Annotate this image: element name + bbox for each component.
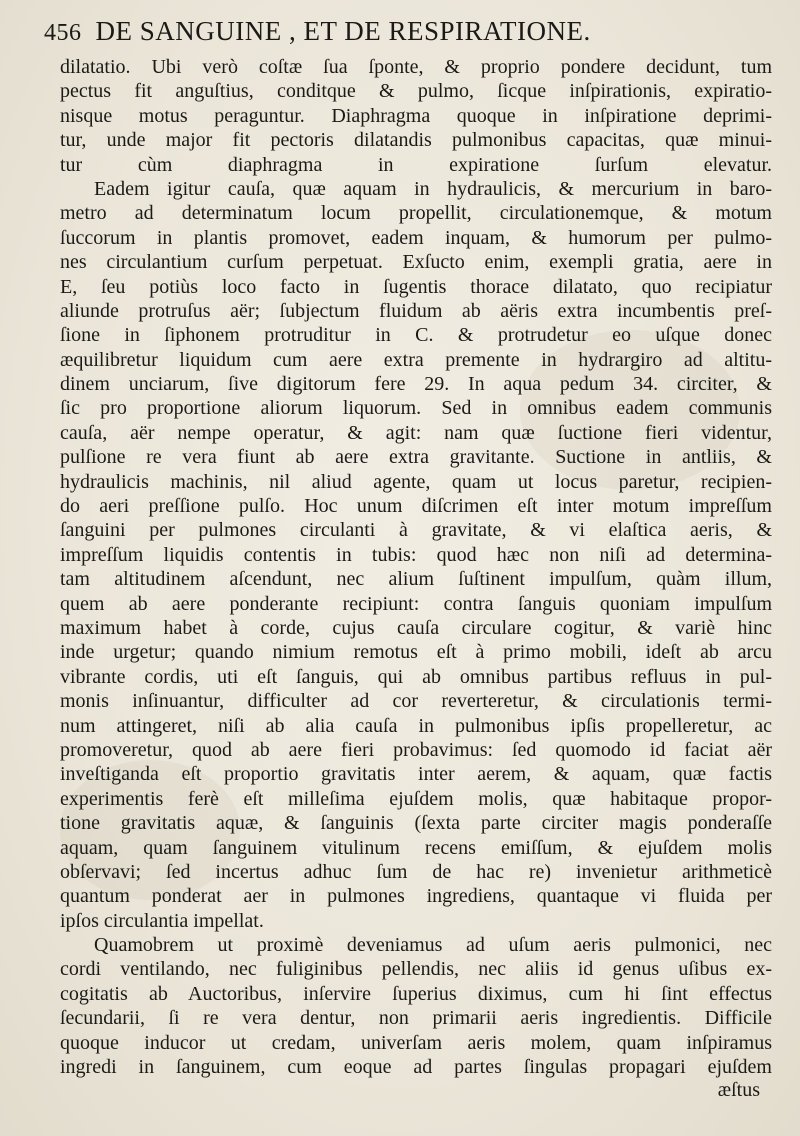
text-line: metro ad determinatum locum propellit, circulationemque, & motum (60, 202, 772, 225)
text-line: cauſa, aër nempe operatur, & agit: nam quæ ſuctione fieri videntur, (60, 421, 772, 444)
running-title: DE SANGUINE , ET DE RESPIRATIONE. (95, 16, 591, 46)
catchword: æſtus (717, 1079, 760, 1101)
text-line: cordi ventilando, nec fuliginibus pellendis, nec aliis id genus uſibus ex- (60, 958, 772, 981)
body-text (60, 55, 772, 1079)
text-line: nisque motus peraguntur. Diaphragma quoque in inſpiratione deprimi- (60, 104, 772, 127)
text-line: impreſſum liquidis contentis in tubis: quod hæc non niſi ad determina- (60, 543, 772, 566)
text-line: experimentis ferè eſt milleſima ejuſdem molis, quæ habitaque propor- (60, 787, 772, 810)
text-line: aquam, quam ſanguinem vitulinum recens emiſſum, & ejuſdem molis (60, 836, 772, 859)
text-line: nes circulantium curſum perpetuat. Exſucto enim, exempli gratia, aere in (60, 251, 772, 274)
text-line: Eadem igitur cauſa, quæ aquam in hydraulicis, & mercurium in baro- (94, 177, 772, 200)
page-number: 456 (44, 20, 82, 46)
text-line: ſanguini per pulmones circulanti à gravitate, & vi elaſtica aeris, & (60, 519, 772, 542)
text-line: vibrante cordis, uti eſt ſanguis, qui ab omnibus partibus refluus in pul- (60, 665, 772, 688)
text-line: æquilibretur liquidum cum aere extra premente in hydrargiro ad altitu- (60, 348, 772, 371)
text-line: ipſos circulantia impellat. (60, 909, 264, 932)
text-line: quantum ponderat aer in pulmones ingrediens, quantaque vi fluida per (60, 885, 772, 908)
text-line: dinem unciarum, ſive digitorum fere 29. In aqua pedum 34. circiter, & (60, 373, 772, 396)
text-line: ſione in ſiphonem protruditur in C. & protrudetur eo uſque donec (60, 324, 772, 347)
text-line: ingredi in ſanguinem, cum eoque ad partes ſingulas propagari ejuſdem (60, 1056, 772, 1079)
text-line: quoque inducor ut credam, univerſam aeris molem, quam inſpiramus (60, 1031, 772, 1054)
text-line: do aeri preſſione pulſo. Hoc unum diſcrimen eſt inter motum impreſſum (60, 495, 772, 518)
text-line: ſic pro proportione aliorum liquorum. Sed in omnibus eadem communis (60, 397, 772, 420)
text-line: ſecundarii, ſi re vera dentur, non primarii aeris ingredientis. Difficile (60, 1007, 772, 1030)
text-line: E, ſeu potiùs loco facto in ſugentis thorace dilatato, quo recipiatur (60, 275, 772, 298)
text-line: monis inſinuantur, difficulter ad cor reverteretur, & circulationis termi- (60, 690, 772, 713)
text-line: pectus fit anguſtius, conditque & pulmo, ſicque inſpirationis, expiratio- (60, 80, 772, 103)
text-line: tam altitudinem aſcendunt, nec alium ſuſtinent impulſum, quàm illum, (60, 568, 772, 591)
text-line: tione gravitatis aquæ, & ſanguinis (ſexta parte circiter magis ponderaſſe (60, 812, 772, 835)
text-line: pulſione re vera fiunt ab aere extra gravitante. Suctione in antliis, & (60, 446, 772, 469)
text-line: Quamobrem ut proximè deveniamus ad uſum aeris pulmonici, nec (94, 934, 772, 957)
text-line: maximum habet à corde, cujus cauſa circulare cogitur, & variè hinc (60, 616, 772, 639)
text-line: tur cùm diaphragma in expiratione ſurſum elevatur. (60, 153, 772, 176)
text-line: quem ab aere ponderante recipiunt: contra ſanguis quoniam impulſum (60, 592, 772, 615)
text-line: ſuccorum in plantis promovet, eadem inquam, & humorum per pulmo- (60, 226, 772, 249)
text-line: promoveretur, quod ab aere fieri probavimus: ſed quomodo id faciat aër (60, 738, 772, 761)
text-line: cogitatis ab Auctoribus, inſervire ſuperius diximus, cum hi ſint effectus (60, 982, 772, 1005)
text-line: dilatatio. Ubi verò coſtæ ſua ſponte, & proprio pondere decidunt, tum (60, 56, 772, 78)
text-line: inde urgetur; quando nimium remotus eſt à primo mobili, ideſt ab arcu (60, 641, 772, 664)
text-line: obſervavi; ſed incertus adhuc ſum de hac re) invenietur arithmeticè (60, 860, 772, 883)
running-header (44, 16, 764, 50)
text-line: hydraulicis machinis, nil aliud agente, quam ut locus paretur, recipien- (60, 470, 772, 493)
text-line: num attingeret, niſi ab alia cauſa in pulmonibus ipſis propelleretur, ac (60, 714, 772, 737)
text-line: inveſtiganda eſt proportio gravitatis inter aerem, & aquam, quæ factis (60, 763, 772, 786)
text-line: aliunde protruſus aër; ſubjectum fluidum ab aëris extra incumbentis preſ- (60, 299, 772, 322)
text-line: tur, unde major fit pectoris dilatandis pulmonibus capacitas, quæ minui- (60, 129, 772, 152)
